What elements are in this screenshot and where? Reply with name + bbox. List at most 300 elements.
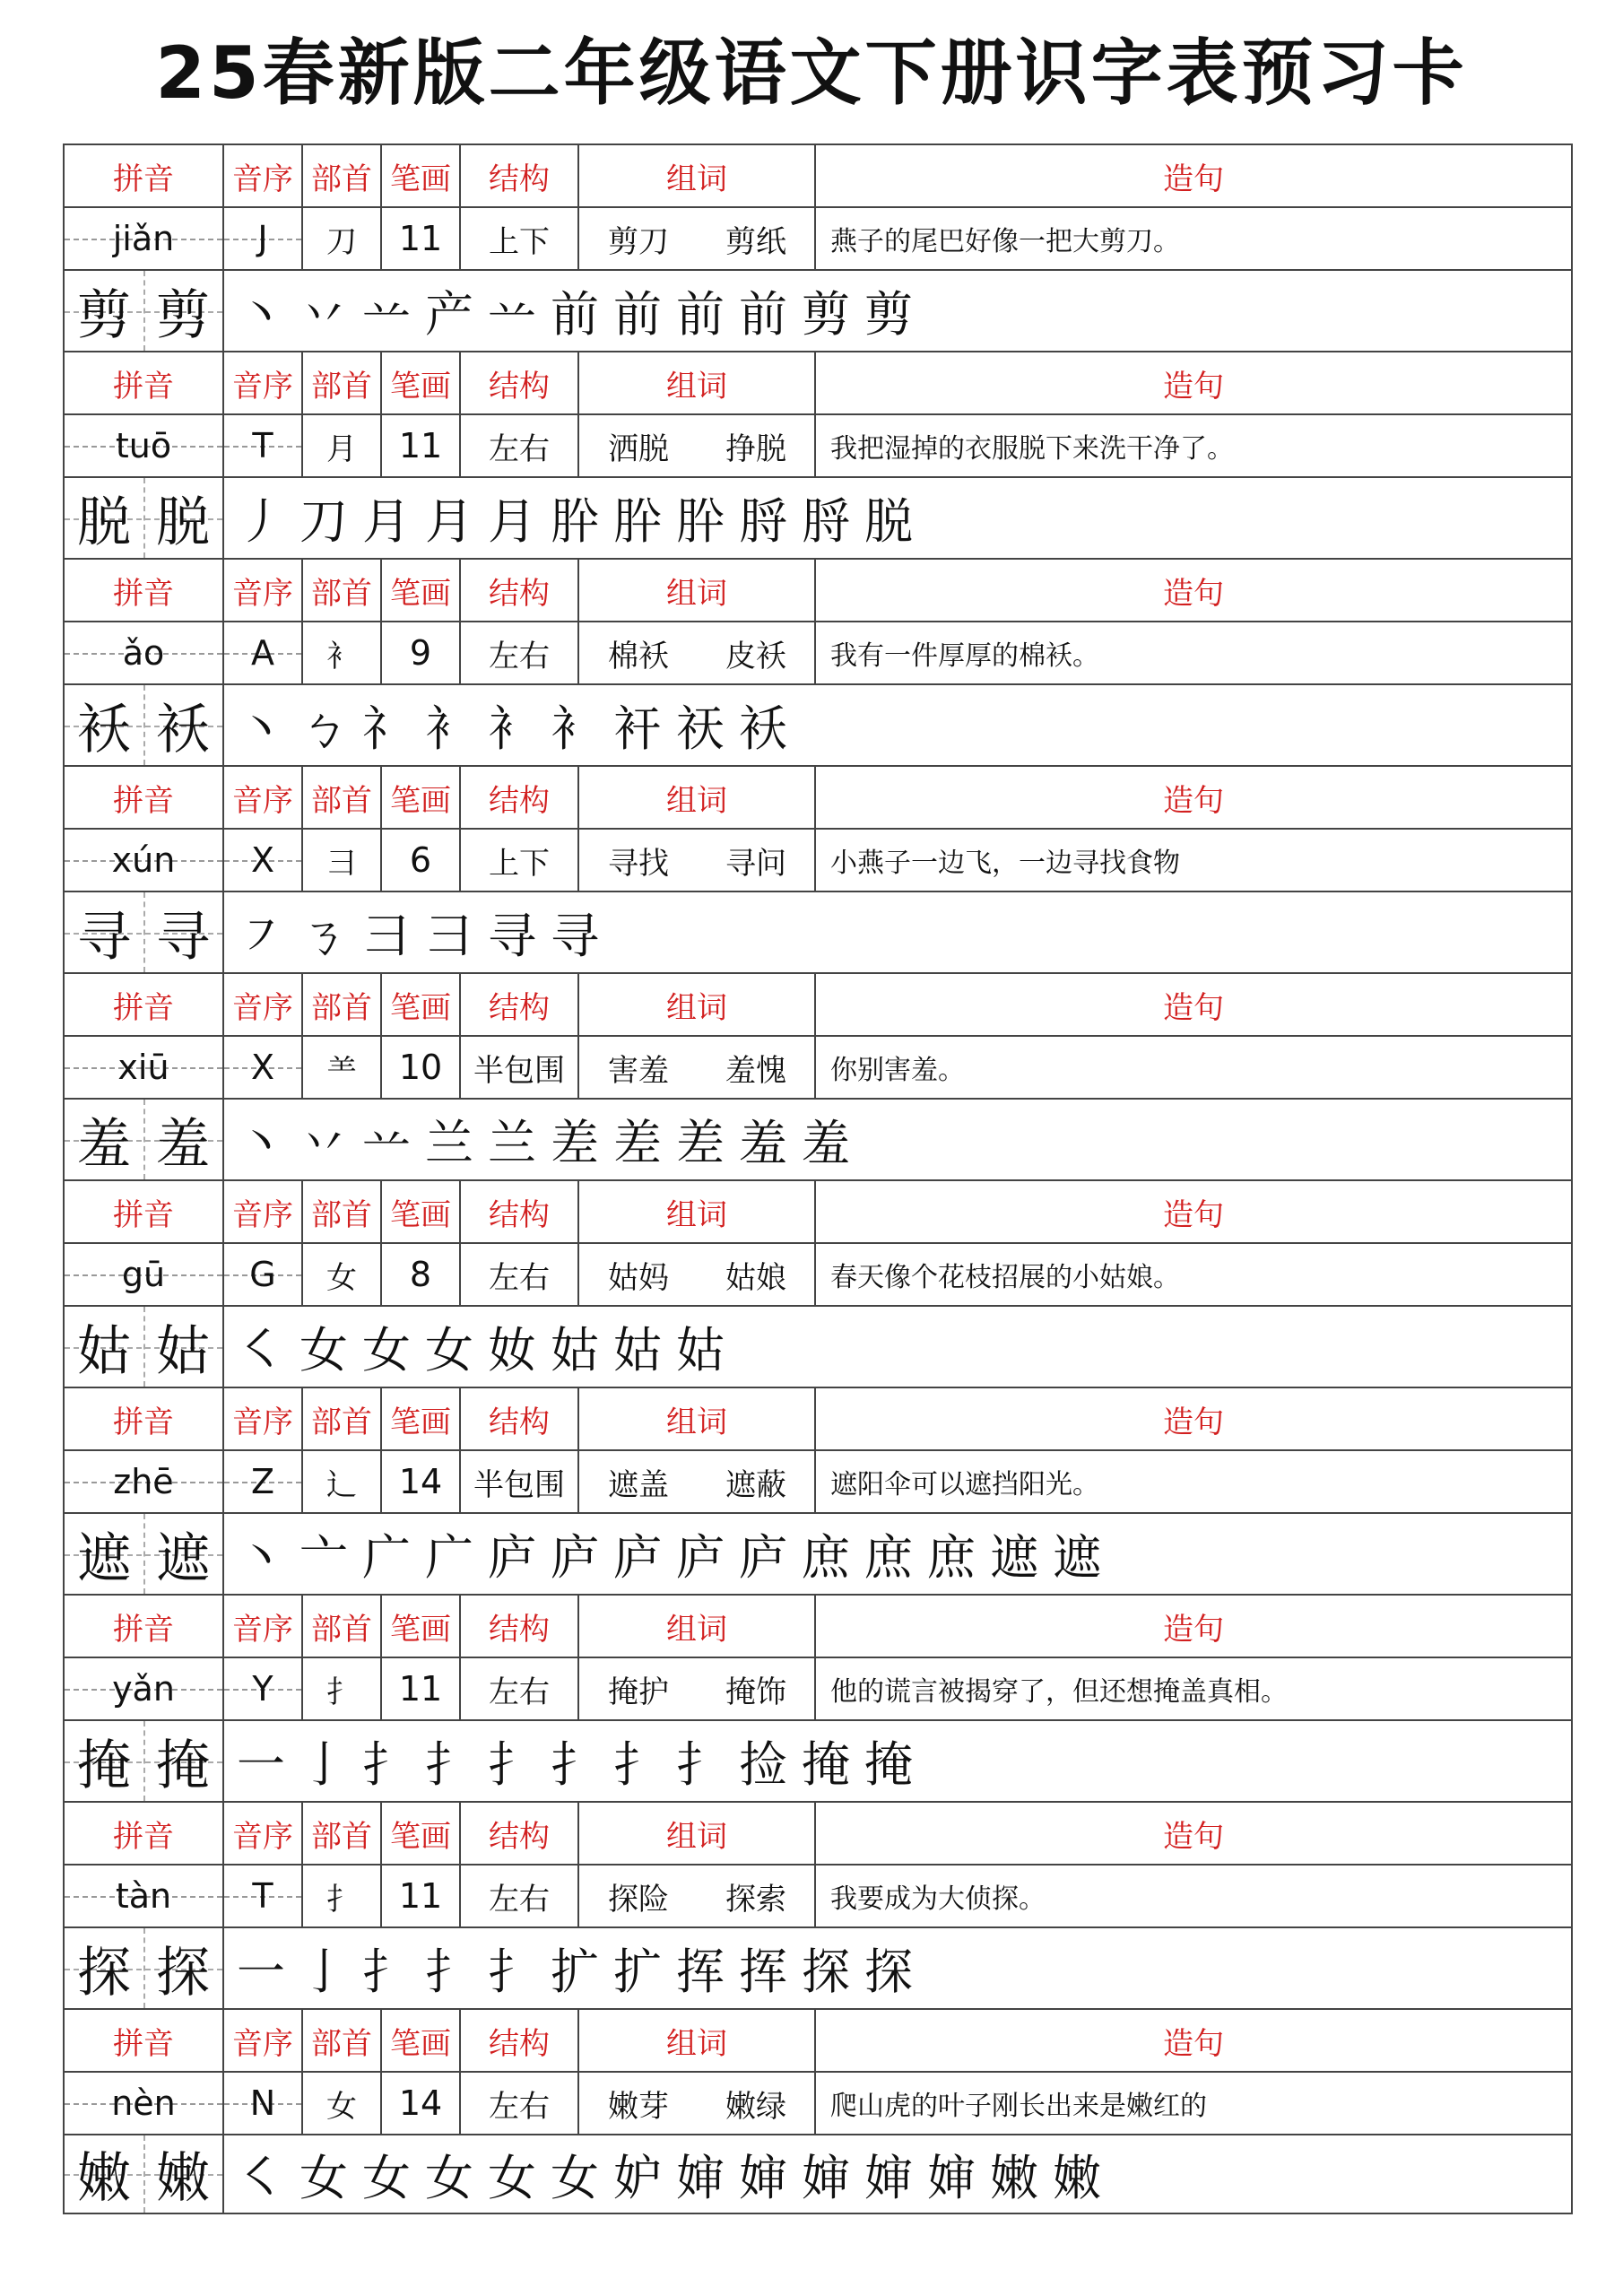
sentence-value: 春天像个花枝招展的小姑娘。 [830, 1262, 1180, 1293]
stroke-step: 挥 [739, 1944, 787, 2000]
stroke-step: ㄋ [299, 908, 348, 964]
radical-value: 彐 [303, 830, 382, 891]
character-block [65, 1388, 1571, 1596]
header-structure: 结构 [461, 1181, 579, 1242]
character: 姑 [77, 1319, 131, 1383]
character: 脱 [156, 491, 210, 554]
stroke-step: 扌 [425, 1736, 473, 1793]
stroke-step: 差 [613, 1115, 662, 1171]
sentence-value: 他的谎言被揭穿了，但还想掩盖真相。 [830, 1676, 1288, 1708]
character-practice [65, 478, 224, 558]
structure-value: 上下 [461, 830, 579, 891]
header-structure: 结构 [461, 767, 579, 828]
stroke-step: 嫩 [990, 2149, 1038, 2206]
stroke-step: 祆 [676, 700, 725, 757]
header-sentence: 造句 [1163, 2025, 1224, 2062]
word-1: 遮盖 [608, 1466, 669, 1503]
strokes-value: 11 [382, 208, 461, 269]
order-value: T [224, 1866, 303, 1926]
pinyin-value: gū [65, 1244, 224, 1305]
pinyin-value: zhē [65, 1451, 224, 1512]
radical-value: 衤 [303, 622, 382, 683]
stroke-order-sequence [224, 2135, 1571, 2213]
stroke-step: 衤 [425, 700, 473, 757]
sentence-value: 小燕子一边飞，一边寻找食物 [830, 848, 1180, 879]
structure-value: 半包围 [461, 1037, 579, 1098]
header-structure: 结构 [461, 1596, 579, 1657]
header-words: 组词 [579, 1388, 816, 1449]
character: 探 [77, 1941, 131, 2005]
character: 寻 [156, 905, 210, 969]
stroke-step: 䒑 [362, 286, 411, 343]
header-pinyin: 拼音 [65, 974, 224, 1035]
word-2: 寻问 [698, 830, 816, 891]
writing-row [65, 2135, 1571, 2214]
stroke-step: 寻 [551, 908, 599, 964]
character: 剪 [77, 283, 131, 347]
header-words: 组词 [579, 352, 816, 413]
header-structure: 结构 [461, 1388, 579, 1449]
stroke-step: 庐 [676, 1529, 725, 1586]
header-strokes: 笔画 [382, 560, 461, 621]
sentence-value: 我把湿掉的衣服脱下来洗干净了。 [830, 433, 1234, 465]
order-value: T [224, 415, 303, 476]
stroke-step: 寻 [488, 908, 536, 964]
strokes-value: 6 [382, 830, 461, 891]
stroke-step: 丶 [237, 700, 285, 757]
header-strokes: 笔画 [382, 145, 461, 206]
radical-value: ⺷ [303, 1037, 382, 1098]
stroke-step: 挥 [676, 1944, 725, 2000]
header-pinyin: 拼音 [65, 145, 224, 206]
character: 寻 [77, 905, 131, 969]
character-block [65, 974, 1571, 1181]
header-pinyin: 拼音 [65, 1596, 224, 1657]
header-radical: 部首 [303, 767, 382, 828]
header-pinyin: 拼音 [65, 560, 224, 621]
character-practice [65, 1307, 224, 1387]
data-row [65, 622, 1571, 685]
structure-value: 左右 [461, 1244, 579, 1305]
order-value: X [224, 1037, 303, 1098]
character-block [65, 145, 1571, 352]
header-order: 音序 [224, 767, 303, 828]
stroke-step: ㇇ [237, 908, 285, 964]
stroke-step: 女 [299, 2149, 348, 2206]
stroke-step: 羞 [802, 1115, 850, 1171]
stroke-step: 扌 [362, 1944, 411, 2000]
header-radical: 部首 [303, 1388, 382, 1449]
header-row [65, 974, 1571, 1037]
word-1: 剪刀 [608, 223, 669, 260]
strokes-value: 14 [382, 2073, 461, 2134]
stroke-step: 剪 [864, 286, 913, 343]
header-words: 组词 [579, 974, 816, 1035]
header-sentence: 造句 [1163, 1818, 1224, 1855]
word-1: 探险 [608, 1881, 669, 1918]
order-value: A [224, 622, 303, 683]
header-words: 组词 [579, 560, 816, 621]
radical-value: 刀 [303, 208, 382, 269]
structure-value: 左右 [461, 1866, 579, 1926]
order-value: X [224, 830, 303, 891]
pinyin-value: yǎn [65, 1658, 224, 1719]
header-order: 音序 [224, 145, 303, 206]
stroke-step: 探 [864, 1944, 913, 2000]
stroke-order-sequence [224, 1928, 1571, 2008]
word-1: 寻找 [608, 845, 669, 882]
structure-value: 左右 [461, 2073, 579, 2134]
stroke-step: 庶 [927, 1529, 976, 1586]
stroke-step: 嫩 [1053, 2149, 1101, 2206]
stroke-step: 扌 [362, 1736, 411, 1793]
writing-row [65, 892, 1571, 974]
strokes-value: 9 [382, 622, 461, 683]
word-2: 挣脱 [698, 415, 816, 476]
word-2: 皮袄 [698, 622, 816, 683]
stroke-step: 庶 [802, 1529, 850, 1586]
strokes-value: 11 [382, 415, 461, 476]
character: 探 [156, 1941, 210, 2005]
stroke-step: 产 [425, 286, 473, 343]
data-row [65, 208, 1571, 271]
header-row [65, 352, 1571, 415]
sentence-value: 燕子的尾巴好像一把大剪刀。 [830, 226, 1180, 257]
header-strokes: 笔画 [382, 1388, 461, 1449]
word-2: 姑娘 [698, 1244, 816, 1305]
stroke-step: 婶 [676, 2149, 725, 2206]
character-block [65, 1596, 1571, 1803]
header-sentence: 造句 [1163, 1404, 1224, 1440]
stroke-step: 扩 [613, 1944, 662, 2000]
order-value: J [224, 208, 303, 269]
header-strokes: 笔画 [382, 974, 461, 1035]
stroke-step: 掩 [864, 1736, 913, 1793]
stroke-step: 彐 [425, 908, 473, 964]
stroke-step: 衤 [551, 700, 599, 757]
header-order: 音序 [224, 560, 303, 621]
header-order: 音序 [224, 1596, 303, 1657]
character: 姑 [156, 1319, 210, 1383]
strokes-value: 10 [382, 1037, 461, 1098]
header-strokes: 笔画 [382, 352, 461, 413]
stroke-step: ㇛ [237, 2149, 285, 2206]
pinyin-value: xún [65, 830, 224, 891]
stroke-order-sequence [224, 892, 1571, 972]
stroke-step: 肸 [551, 493, 599, 550]
writing-row [65, 1514, 1571, 1596]
order-value: Y [224, 1658, 303, 1719]
stroke-step: 礻 [362, 700, 411, 757]
header-radical: 部首 [303, 145, 382, 206]
writing-row [65, 1721, 1571, 1803]
stroke-step: 扌 [488, 1944, 536, 2000]
header-row [65, 1181, 1571, 1244]
stroke-step: 女 [425, 2149, 473, 2206]
character: 羞 [77, 1112, 131, 1176]
strokes-value: 11 [382, 1866, 461, 1926]
stroke-step: 掩 [802, 1736, 850, 1793]
stroke-step: ㇛ [237, 1322, 285, 1378]
character-practice [65, 1514, 224, 1594]
header-sentence: 造句 [1163, 575, 1224, 612]
header-row [65, 560, 1571, 622]
pinyin-value: xiū [65, 1037, 224, 1098]
stroke-step: 扌 [551, 1736, 599, 1793]
word-2: 遮蔽 [698, 1451, 816, 1512]
stroke-step: 女 [299, 1322, 348, 1378]
stroke-step: 䒑 [488, 286, 536, 343]
header-order: 音序 [224, 352, 303, 413]
page-title: 25春新版二年级语文下册识字表预习卡 [155, 31, 1468, 115]
data-row [65, 1866, 1571, 1928]
structure-value: 左右 [461, 622, 579, 683]
header-strokes: 笔画 [382, 1596, 461, 1657]
header-pinyin: 拼音 [65, 2010, 224, 2071]
character-table [63, 144, 1573, 2214]
header-radical: 部首 [303, 1803, 382, 1864]
stroke-step: 前 [739, 286, 787, 343]
word-2: 羞愧 [698, 1037, 816, 1098]
header-structure: 结构 [461, 2010, 579, 2071]
header-sentence: 造句 [1163, 161, 1224, 197]
header-row [65, 145, 1571, 208]
header-words: 组词 [579, 1596, 816, 1657]
strokes-value: 8 [382, 1244, 461, 1305]
stroke-step: 䒑 [362, 1115, 411, 1171]
order-value: Z [224, 1451, 303, 1512]
stroke-step: 肸 [613, 493, 662, 550]
stroke-step: 剪 [802, 286, 850, 343]
character: 嫩 [77, 2147, 131, 2210]
stroke-step: 扩 [551, 1944, 599, 2000]
header-row [65, 1596, 1571, 1658]
header-strokes: 笔画 [382, 1181, 461, 1242]
character-practice [65, 271, 224, 351]
header-sentence: 造句 [1163, 989, 1224, 1026]
stroke-step: 差 [551, 1115, 599, 1171]
stroke-step: 探 [802, 1944, 850, 2000]
stroke-step: 庐 [739, 1529, 787, 1586]
word-1: 棉袄 [608, 638, 669, 674]
pinyin-value: ǎo [65, 622, 224, 683]
character-practice [65, 2135, 224, 2213]
character: 羞 [156, 1112, 210, 1176]
stroke-step: 兰 [488, 1115, 536, 1171]
stroke-step: 遮 [990, 1529, 1038, 1586]
header-words: 组词 [579, 1181, 816, 1242]
stroke-step: 月 [362, 493, 411, 550]
structure-value: 上下 [461, 208, 579, 269]
header-pinyin: 拼音 [65, 767, 224, 828]
order-value: G [224, 1244, 303, 1305]
structure-value: 半包围 [461, 1451, 579, 1512]
character-block [65, 1181, 1571, 1388]
stroke-step: 姑 [676, 1322, 725, 1378]
pinyin-value: nèn [65, 2073, 224, 2134]
pinyin-value: tàn [65, 1866, 224, 1926]
word-1: 掩护 [608, 1674, 669, 1710]
character-block [65, 1803, 1571, 2010]
stroke-step: 刀 [299, 493, 348, 550]
sentence-value: 我有一件厚厚的棉袄。 [830, 640, 1099, 672]
stroke-step: 一 [237, 1944, 285, 2000]
header-row [65, 2010, 1571, 2073]
stroke-step: 女 [488, 2149, 536, 2206]
header-pinyin: 拼音 [65, 352, 224, 413]
stroke-step: 脱 [864, 493, 913, 550]
stroke-step: 肸 [676, 493, 725, 550]
structure-value: 左右 [461, 415, 579, 476]
stroke-order-sequence [224, 1100, 1571, 1179]
writing-row [65, 1100, 1571, 1181]
character-block [65, 2010, 1571, 2214]
character-block [65, 352, 1571, 560]
character-practice [65, 1928, 224, 2008]
radical-value: 月 [303, 415, 382, 476]
data-row [65, 415, 1571, 478]
header-strokes: 笔画 [382, 767, 461, 828]
writing-row [65, 1307, 1571, 1388]
stroke-step: 脟 [739, 493, 787, 550]
word-1: 嫩芽 [608, 2088, 669, 2125]
header-pinyin: 拼音 [65, 1388, 224, 1449]
header-structure: 结构 [461, 1803, 579, 1864]
header-order: 音序 [224, 2010, 303, 2071]
stroke-step: 丶 [237, 1115, 285, 1171]
stroke-step: 捡 [739, 1736, 787, 1793]
header-radical: 部首 [303, 2010, 382, 2071]
word-2: 剪纸 [698, 208, 816, 269]
data-row [65, 1037, 1571, 1100]
stroke-step: 丶 [237, 1529, 285, 1586]
character: 遮 [156, 1526, 210, 1590]
header-strokes: 笔画 [382, 2010, 461, 2071]
stroke-order-sequence [224, 685, 1571, 765]
character-practice [65, 892, 224, 972]
stroke-step: 扌 [488, 1736, 536, 1793]
header-sentence: 造句 [1163, 368, 1224, 404]
stroke-step: 衤 [488, 700, 536, 757]
stroke-step: 丷 [299, 1115, 348, 1171]
character: 掩 [156, 1734, 210, 1797]
stroke-step: 丷 [299, 286, 348, 343]
header-words: 组词 [579, 145, 816, 206]
header-structure: 结构 [461, 560, 579, 621]
word-1: 害羞 [608, 1052, 669, 1089]
stroke-order-sequence [224, 1307, 1571, 1387]
character: 嫩 [156, 2147, 210, 2210]
stroke-step: 脟 [802, 493, 850, 550]
character-practice [65, 1721, 224, 1801]
stroke-step: 前 [676, 286, 725, 343]
stroke-step: 女 [362, 2149, 411, 2206]
stroke-step: 兰 [425, 1115, 473, 1171]
radical-value: 扌 [303, 1658, 382, 1719]
header-row [65, 1388, 1571, 1451]
stroke-step: 庐 [613, 1529, 662, 1586]
stroke-step: 庐 [488, 1529, 536, 1586]
header-order: 音序 [224, 974, 303, 1035]
stroke-step: 遮 [1053, 1529, 1101, 1586]
stroke-step: 月 [488, 493, 536, 550]
stroke-step: 妒 [613, 2149, 662, 2206]
stroke-order-sequence [224, 1514, 1571, 1594]
header-row [65, 1803, 1571, 1866]
header-order: 音序 [224, 1388, 303, 1449]
stroke-step: 前 [613, 286, 662, 343]
sentence-value: 爬山虎的叶子刚长出来是嫩红的 [830, 2091, 1207, 2122]
data-row [65, 2073, 1571, 2135]
character: 袄 [77, 698, 131, 761]
stroke-step: 婶 [739, 2149, 787, 2206]
header-sentence: 造句 [1163, 1611, 1224, 1648]
header-words: 组词 [579, 2010, 816, 2071]
stroke-order-sequence [224, 1721, 1571, 1801]
header-words: 组词 [579, 1803, 816, 1864]
header-radical: 部首 [303, 974, 382, 1035]
stroke-step: 月 [425, 493, 473, 550]
stroke-step: 差 [676, 1115, 725, 1171]
header-radical: 部首 [303, 1181, 382, 1242]
data-row [65, 1451, 1571, 1514]
structure-value: 左右 [461, 1658, 579, 1719]
header-structure: 结构 [461, 145, 579, 206]
character: 脱 [77, 491, 131, 554]
stroke-step: 广 [362, 1529, 411, 1586]
word-2: 掩饰 [698, 1658, 816, 1719]
word-2: 嫩绿 [698, 2073, 816, 2134]
radical-value: 女 [303, 1244, 382, 1305]
stroke-step: ㄅ [299, 700, 348, 757]
stroke-order-sequence [224, 271, 1571, 351]
stroke-step: 丶 [237, 286, 285, 343]
stroke-step: 扌 [676, 1736, 725, 1793]
stroke-step: 彐 [362, 908, 411, 964]
stroke-step: 庐 [551, 1529, 599, 1586]
radical-value: 扌 [303, 1866, 382, 1926]
header-radical: 部首 [303, 352, 382, 413]
character-block [65, 767, 1571, 974]
header-radical: 部首 [303, 560, 382, 621]
stroke-step: 亅 [299, 1736, 348, 1793]
word-1: 洒脱 [608, 430, 669, 467]
header-sentence: 造句 [1163, 1196, 1224, 1233]
order-value: N [224, 2073, 303, 2134]
character-practice [65, 1100, 224, 1179]
sentence-value: 我要成为大侦探。 [830, 1883, 1046, 1915]
stroke-step: 姑 [613, 1322, 662, 1378]
character: 袄 [156, 698, 210, 761]
header-radical: 部首 [303, 1596, 382, 1657]
header-structure: 结构 [461, 352, 579, 413]
stroke-step: 袄 [739, 700, 787, 757]
header-sentence: 造句 [1163, 782, 1224, 819]
stroke-step: 奻 [488, 1322, 536, 1378]
header-strokes: 笔画 [382, 1803, 461, 1864]
strokes-value: 11 [382, 1658, 461, 1719]
writing-row [65, 685, 1571, 767]
sentence-value: 你别害羞。 [830, 1055, 965, 1086]
stroke-step: 一 [237, 1736, 285, 1793]
header-order: 音序 [224, 1803, 303, 1864]
header-words: 组词 [579, 767, 816, 828]
stroke-step: 扌 [425, 1944, 473, 2000]
stroke-step: 姑 [551, 1322, 599, 1378]
data-row [65, 1658, 1571, 1721]
stroke-step: 衦 [613, 700, 662, 757]
data-row [65, 830, 1571, 892]
